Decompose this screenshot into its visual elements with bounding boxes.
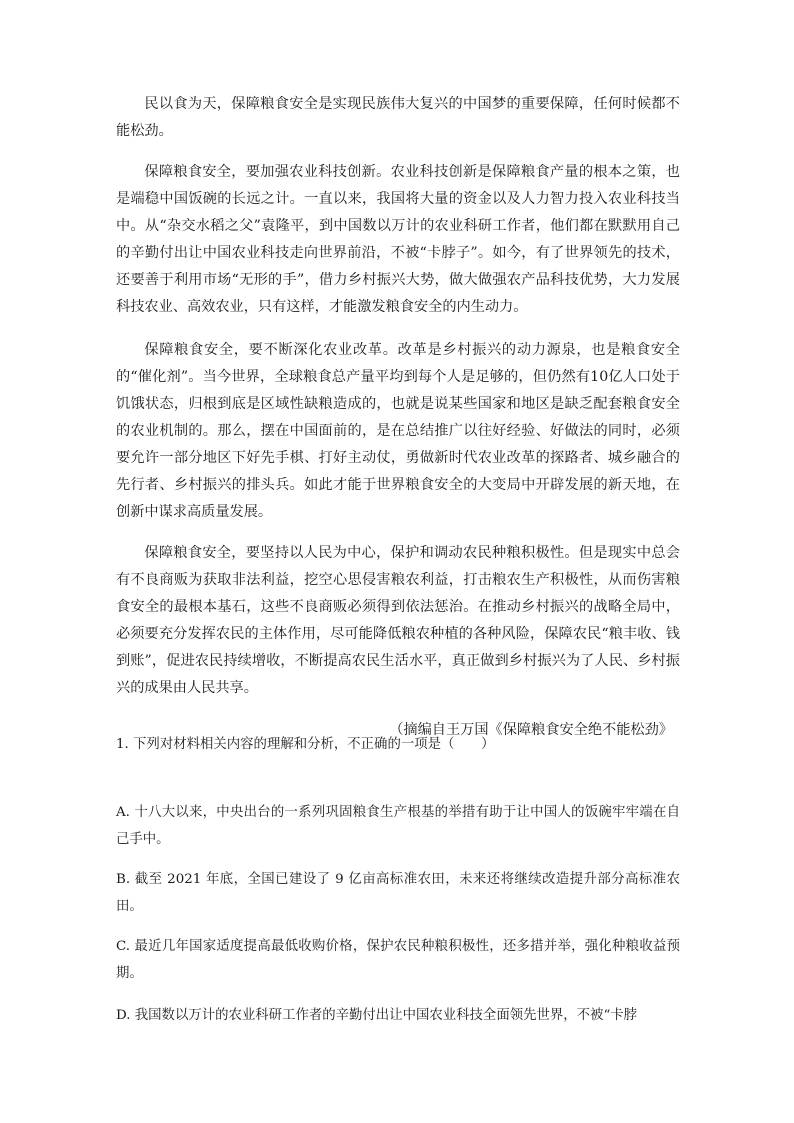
option-b: B. 截至 2021 年底，全国已建设了 9 亿亩高标准农田，未来还将继续改造提升部分高标准农田。 xyxy=(116,872,680,914)
article-paragraph-2: 保障粮食安全，要加强农业科技创新。农业科技创新是保障粮食产量的根本之策，也是端稳中国饭碗的长远之计。一直以来，我国将大量的资金以及人力智力投入农业科技当中。从“杂交水稻之父”袁隆平，到中国数以万计的农业科研工作者，他们都在默默用自己的辛勤付出让中国农业科技走向世界前沿，不被“卡脖子”。如今，有了世界领先的技术，还要善于利用市场“无形的手”，借力乡村振兴大势，做大做强农产品科技优势，大力发展科技农业、高效农业，只有这样，才能激发粮食安全的内生动力。 xyxy=(116,164,680,315)
option-a: A. 十八大以来，中央出台的一系列巩固粮食生产根基的举措有助于让中国人的饭碗牢牢端在自己手中。 xyxy=(116,805,680,847)
question-stem: 1. 下列对材料相关内容的理解和分析，不正确的一项是（ ） xyxy=(116,737,495,752)
option-d: D. 我国数以万计的农业科研工作者的辛勤付出让中国农业科技全面领先世界，不被“卡脖 xyxy=(116,1008,638,1023)
article-paragraph-1: 民以食为天，保障粮食安全是实现民族伟大复兴的中国梦的重要保障，任何时候都不能松劲。 xyxy=(116,96,680,139)
article-paragraph-4: 保障粮食安全，要坚持以人民为中心，保护和调动农民种粮积极性。但是现实中总会有不良商贩为获取非法利益，挖空心思侵害粮农利益，打击粮农生产积极性，从而伤害粮食安全的最根本基石，这些不良商贩必须得到依法惩治。在推动乡村振兴的战略全局中，必须要充分发挥农民的主体作用，尽可能降低粮农种植的各种风险，保障农民“粮丰收、钱到账”，促进农民持续增收，不断提高农民生活水平，真正做到乡村振兴为了人民、乡村振兴的成果由人民共享。 xyxy=(116,545,680,696)
article-source: （摘编自王万国《保障粮食安全绝不能松劲》 xyxy=(389,722,673,738)
option-c: C. 最近几年国家适度提高最低收购价格，保护农民种粮积极性，还多措并举，强化种粮收益预期。 xyxy=(116,939,680,981)
article-paragraph-3: 保障粮食安全，要不断深化农业改革。改革是乡村振兴的动力源泉，也是粮食安全的“催化剂”。当今世界，全球粮食总产量平均到每个人是足够的，但仍然有10亿人口处于饥饿状态，归根到底是区域性缺粮造成的，也就是说某些国家和地区是缺乏配套粮食安全的农业机制的。那么，摆在中国面前的，是在总结推广以往好经验、好做法的同时，必须要允许一部分地区下好先手棋、打好主动仗，勇做新时代农业改革的探路者、城乡融合的先行者、乡村振兴的排头兵。如此才能于世界粮食安全的大变局中开辟发展的新天地，在创新中谋求高质量发展。 xyxy=(116,342,680,520)
